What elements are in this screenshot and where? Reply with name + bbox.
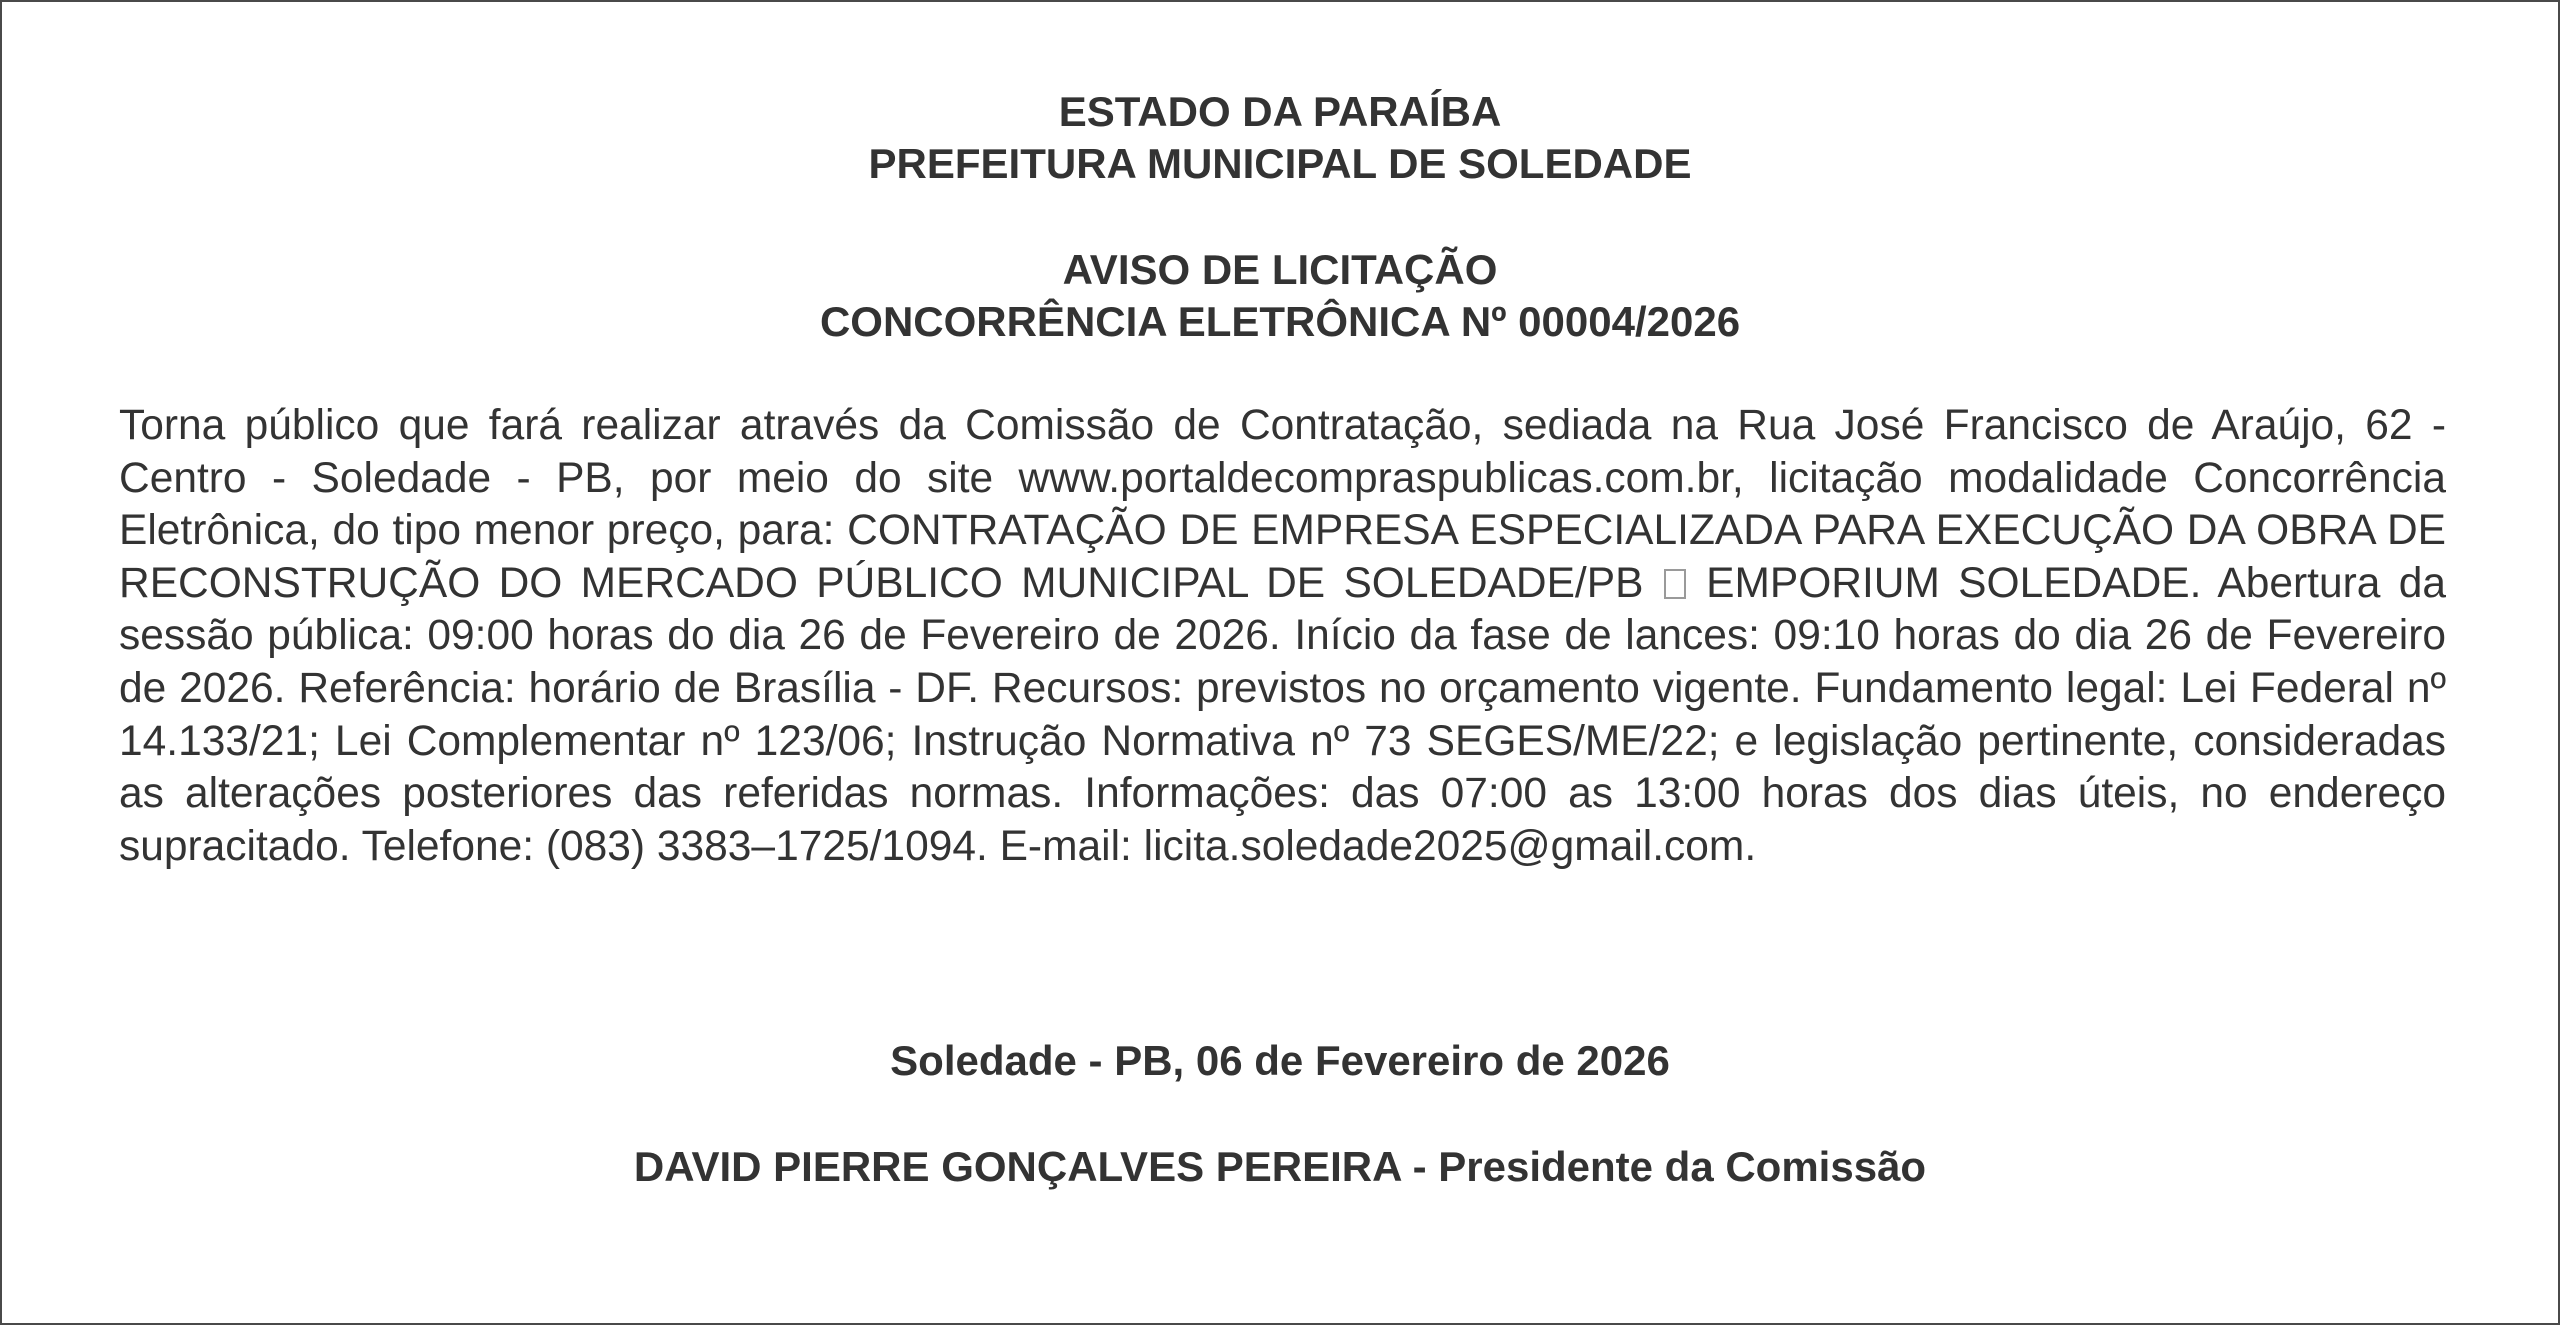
procurement-id: CONCORRÊNCIA ELETRÔNICA Nº 00004/2026 xyxy=(819,298,1741,345)
notice-body-part-1: Torna público que fará realizar através da Comissão de Contratação, sediada na Rua José Francisco de Araújo, 62 - Centro - Soledade - PB, por meio do site www.portaldecompraspublicas.com.br, licitação modalidade Concorrência Eletrônica, do tipo menor preço, para: CONTRATAÇÃO DE EMPRESA ESPECIALIZADA PARA EXECUÇÃO DA OBRA DE RECONSTRUÇÃO DO MERCADO PÚBLICO MUNICIPAL DE SOLEDADE/PB xyxy=(119,402,2446,607)
place-date: Soledade - PB, 06 de Fevereiro de 2026 xyxy=(890,1037,1670,1084)
notice-type: AVISO DE LICITAÇÃO xyxy=(1062,246,1498,293)
missing-glyph-icon xyxy=(1664,569,1686,599)
notice-title xyxy=(2,244,2558,348)
issuer-header xyxy=(2,86,2558,190)
notice-body-part-2: EMPORIUM SOLEDADE. Abertura da sessão pública: 09:00 horas do dia 26 de Fevereiro de 2026. Início da fase de lances: 09:10 horas do dia 26 de Fevereiro de 2026. Referência: horário de Brasília - DF. Recursos: previstos no orçamento vigente. Fundamento legal: Lei Federal nº 14.133/21; Lei Complementar nº 123/06; Instrução Normativa nº 73 SEGES/ME/22; e legislação pertinente, consideradas as alterações posteriores das referidas normas. Informações: das 07:00 as 13:00 horas dos dias úteis, no endereço supracitado. Telefone: (083) 3383–1725/1094. E-mail: licita.soledade2025@gmail.com. xyxy=(119,559,2447,870)
state-name: ESTADO DA PARAÍBA xyxy=(1058,88,1502,135)
signature-line: DAVID PIERRE GONÇALVES PEREIRA - Presidente da Comissão xyxy=(633,1143,1927,1190)
notice-body xyxy=(119,400,2446,873)
municipality-name: PREFEITURA MUNICIPAL DE SOLEDADE xyxy=(868,140,1692,187)
